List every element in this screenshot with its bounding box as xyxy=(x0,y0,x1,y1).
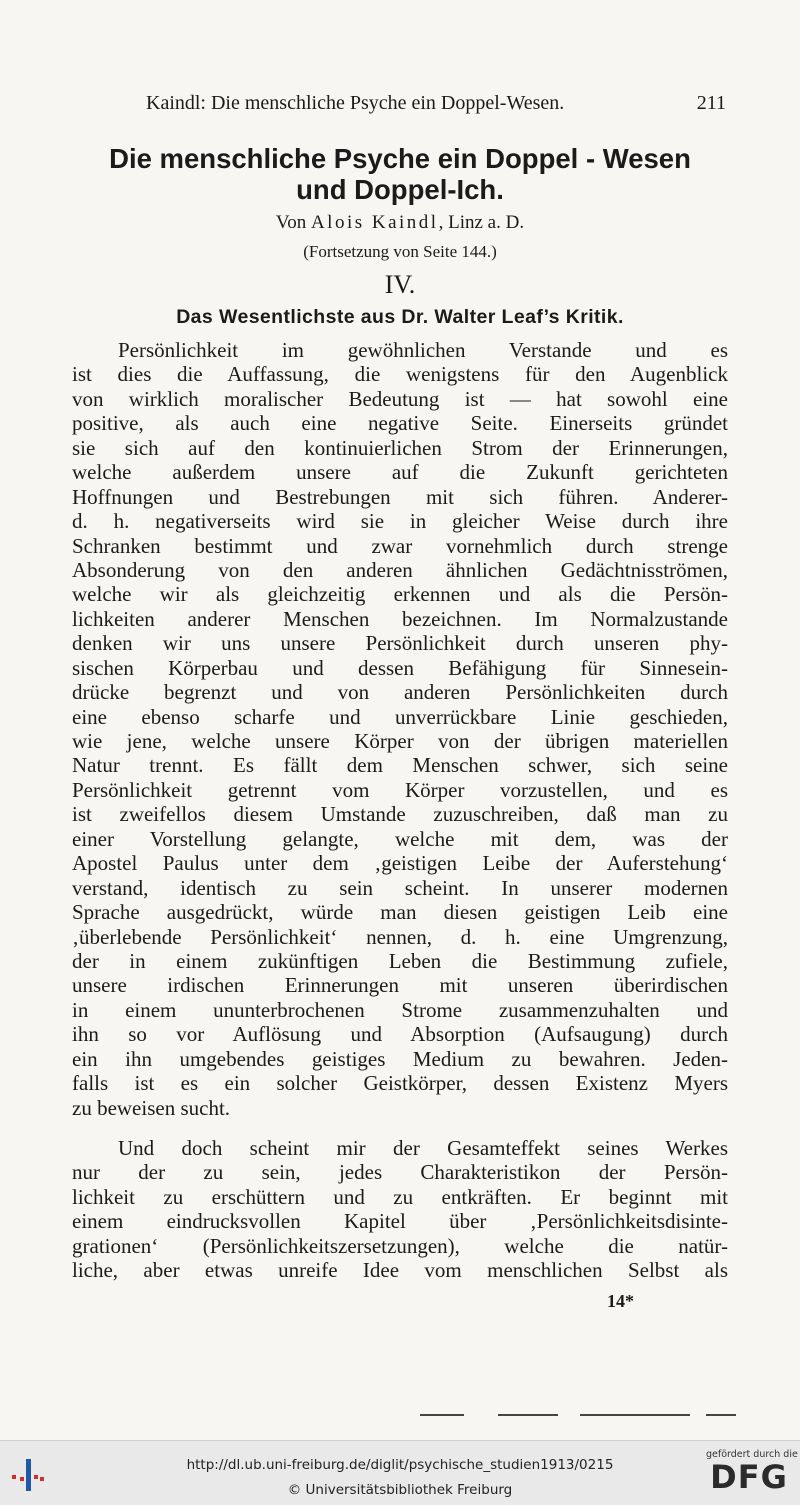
chapter-number: IV. xyxy=(384,270,416,299)
text-line: positive, als auch eine negative Seite. Einerseits gründet xyxy=(72,411,728,436)
text-line: unsere irdischen Erinnerungen mit unseren überirdischen xyxy=(72,973,728,998)
text-line: denken wir uns unsere Persönlichkeit durch unseren phy- xyxy=(72,631,728,656)
text-line: Schranken bestimmt und zwar vornehmlich durch strenge xyxy=(72,533,728,558)
text-line: Absonderung von den anderen ähnlichen Gedächtnisströmen, xyxy=(72,557,728,582)
text-line: falls ist es ein solcher Geistkörper, dessen Existenz Myers xyxy=(72,1071,728,1096)
text-line: in einem ununterbrochenen Strome zusammenzuhalten und xyxy=(72,997,728,1022)
page-number: 211 xyxy=(696,92,726,114)
dfg-logo[interactable] xyxy=(706,1449,798,1499)
paragraph-1 xyxy=(72,338,728,1120)
text-line: verstand, identisch zu sein scheint. In unserer modernen xyxy=(72,875,728,900)
author-place: , Linz a. D. xyxy=(438,212,525,233)
text-line: ihn so vor Auflösung und Absorption (Aufsaugung) durch xyxy=(72,1022,728,1047)
text-line: welche außerdem unsere auf die Zukunft gerichteten xyxy=(72,460,728,485)
text-line: drücke begrenzt und von anderen Persönlichkeiten durch xyxy=(72,680,728,705)
text-line: Hoffnungen und Bestrebungen mit sich führen. Anderer- xyxy=(72,484,728,509)
paragraph-2 xyxy=(72,1136,728,1283)
text-line: lichkeit zu erschüttern und zu entkräften. Er beginnt mit xyxy=(72,1184,728,1209)
text-line: grationen‘ (Persönlichkeitszersetzungen), welche die natür- xyxy=(72,1233,728,1258)
title-line-2: und Doppel-Ich. xyxy=(296,174,504,205)
funder-caption: gefördert durch die xyxy=(706,1449,798,1460)
section-heading: Das Wesentlichste aus Dr. Walter Leaf’s Kritik. xyxy=(176,306,624,328)
bleed-through-mark xyxy=(498,1414,558,1416)
text-line: zu beweisen sucht. xyxy=(72,1095,231,1120)
running-title: Kaindl: Die menschliche Psyche ein Doppel-Wesen. xyxy=(146,92,565,114)
signature-mark: 14* xyxy=(607,1291,634,1311)
text-line: liche, aber etwas unreife Idee vom menschlichen Selbst als xyxy=(72,1258,728,1283)
text-line: eine ebenso scharfe und unverrückbare Linie geschieden, xyxy=(72,704,728,729)
bleed-through-mark xyxy=(580,1414,690,1416)
text-line: von wirklich moralischer Bedeutung ist — hat sowohl eine xyxy=(72,386,728,411)
text-line: sischen Körperbau und dessen Befähigung für Sinnesein- xyxy=(72,655,728,680)
text-line: welche wir als gleichzeitig erkennen und als die Persön- xyxy=(72,582,728,607)
text-line: ein ihn umgebendes geistiges Medium zu bewahren. Jeden- xyxy=(72,1046,728,1071)
text-line: d. h. negativerseits wird sie in gleicher Weise durch ihre xyxy=(72,509,728,534)
text-line: ist dies die Auffassung, die wenigstens für den Augenblick xyxy=(72,362,728,387)
text-line: ist zweifellos diesem Umstande zuzuschreiben, daß man zu xyxy=(72,802,728,827)
text-line: Sprache ausgedrückt, würde man diesen geistigen Leib eine xyxy=(72,900,728,925)
article-title xyxy=(64,143,736,205)
text-line: einer Vorstellung gelangte, welche mit dem, was der xyxy=(72,826,728,851)
viewer-footer xyxy=(0,1440,800,1505)
text-line: ‚überlebende Persönlichkeit‘ nennen, d. h. eine Umgrenzung, xyxy=(72,924,728,949)
text-line: Apostel Paulus unter dem ‚geistigen Leibe der Auferstehung‘ xyxy=(72,851,728,876)
text-line: nur der zu sein, jedes Charakteristikon der Persön- xyxy=(72,1160,728,1185)
text-line: einem eindrucksvollen Kapitel über ‚Persönlichkeitsdisinte- xyxy=(72,1209,728,1234)
text-line: der in einem zukünftigen Leben die Bestimmung zufiele, xyxy=(72,948,728,973)
dfg-logo-text: DFG xyxy=(710,1458,788,1496)
author-line xyxy=(64,212,736,234)
text-line: sie sich auf den kontinuierlichen Strom der Erinnerungen, xyxy=(72,435,728,460)
bleed-through-mark xyxy=(420,1414,464,1416)
running-header xyxy=(146,92,726,118)
text-line: wie jene, welche unsere Körper von der übrigen materiellen xyxy=(72,729,728,753)
permalink-url[interactable]: http://dl.ub.uni-freiburg.de/diglit/psychische_studien1913/0215 xyxy=(186,1457,614,1473)
text-line: Persönlichkeit getrennt vom Körper vorzustellen, und es xyxy=(72,777,728,802)
bleed-through-mark xyxy=(706,1414,736,1416)
text-line: Natur trennt. Es fällt dem Menschen schwer, sich seine xyxy=(72,753,728,778)
text-line: Und doch scheint mir der Gesamteffekt seines Werkes xyxy=(118,1136,728,1160)
copyright-notice: © Universitätsbibliothek Freiburg xyxy=(287,1482,513,1498)
text-line: Persönlichkeit im gewöhnlichen Verstande und es xyxy=(118,338,728,362)
text-line: lichkeiten anderer Menschen bezeichnen. Im Normalzustande xyxy=(72,606,728,631)
continuation-note: (Fortsetzung von Seite 144.) xyxy=(303,242,497,261)
author-prefix: Von xyxy=(275,212,307,233)
title-line-1: Die menschliche Psyche ein Doppel - Wesen xyxy=(109,143,691,174)
author-name: Alois Kaindl xyxy=(310,212,439,233)
